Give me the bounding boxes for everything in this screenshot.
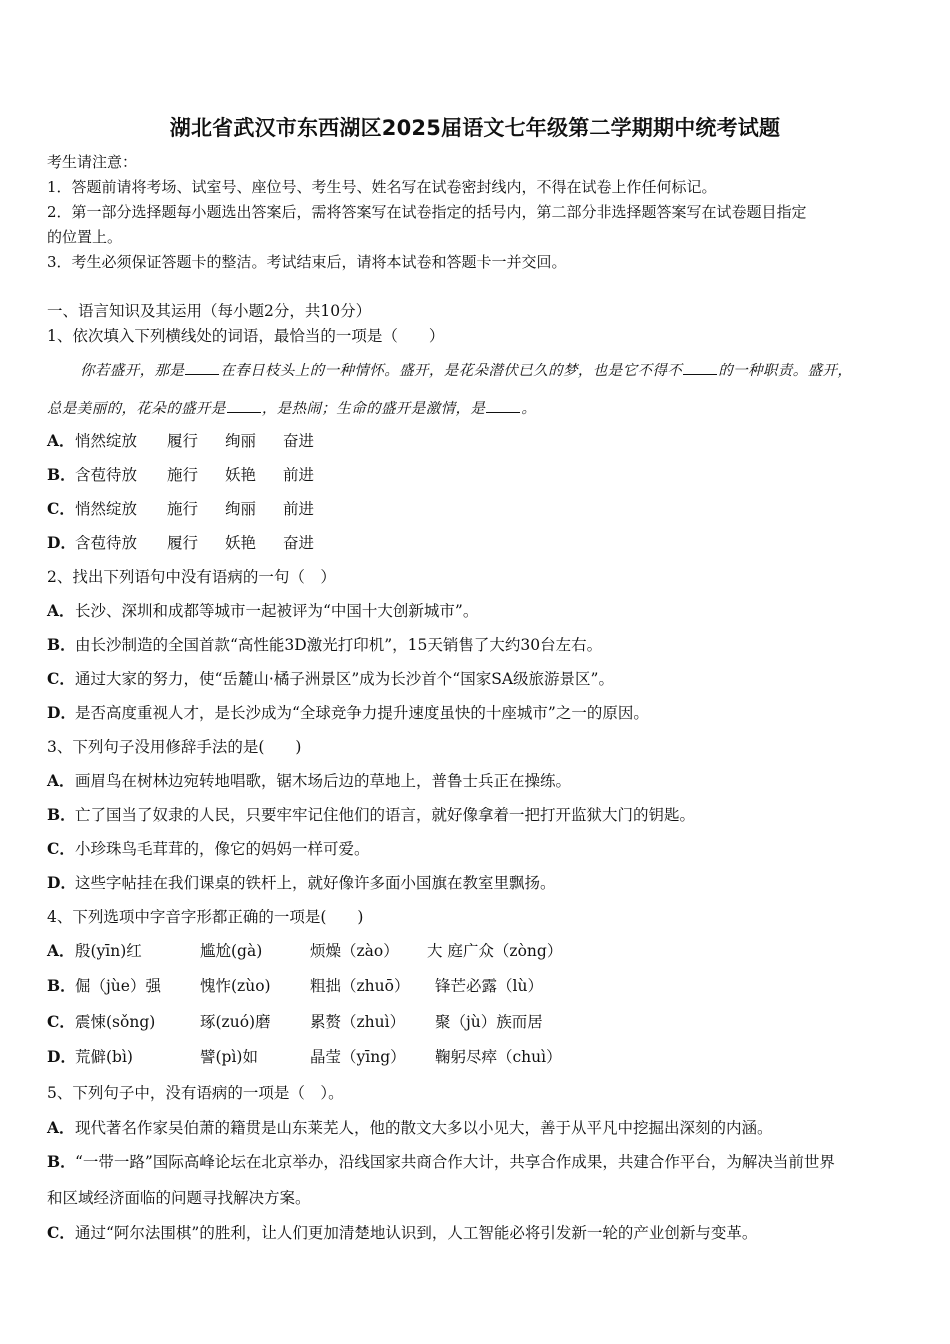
option-word: 奋进 [283, 534, 315, 552]
option-word: 琢(zuó)磨 [200, 1013, 271, 1031]
option-word: 粗拙（zhuō） [310, 977, 410, 995]
option-text: 亡了国当了奴隶的人民，只要牢牢记住他们的语言，就好像拿着一把打开监狱大门的钥匙。 [75, 806, 696, 824]
option-word: 荒僻(bì) [75, 1048, 133, 1066]
option-row[interactable] [47, 1223, 757, 1243]
option-word: 震悚(sǒng) [75, 1013, 156, 1031]
notice-item: 3．考生必须保证答题卡的整洁。考试结束后，请将本试卷和答题卡一并交回。 [47, 253, 567, 271]
fill-blank[interactable] [185, 360, 219, 375]
option-word: 悄然绽放 [75, 500, 138, 518]
option-word: 绚丽 [225, 432, 257, 450]
option-word: 悄然绽放 [75, 432, 138, 450]
question-stem: 2、找出下列语句中没有语病的一句（ ） [47, 568, 336, 586]
option-row[interactable] [47, 635, 602, 655]
option-letter: B． [47, 635, 76, 654]
option-row[interactable] [47, 533, 314, 553]
option-text: 这些字帖挂在我们课桌的铁杆上，就好像许多面小国旗在教室里飘扬。 [75, 874, 556, 892]
option-text: 是否高度重视人才，是长沙成为“全球竞争力提升速度虽快的十座城市”之一的原因。 [75, 704, 649, 722]
option-word: 累赘（zhuì） [310, 1013, 406, 1031]
fill-blank[interactable] [486, 398, 520, 413]
option-text: 小珍珠鸟毛茸茸的，像它的妈妈一样可爱。 [75, 840, 370, 858]
option-text: 画眉鸟在树林边宛转地唱歌，锯木场后边的草地上，普鲁士兵正在操练。 [75, 772, 572, 790]
option-word: 倔（jùe）强 [75, 977, 161, 995]
passage-text: 在春日枝头上的一种情怀。盛开，是花朵潜伏已久的梦，也是它不得不 [220, 363, 683, 379]
option-letter: A． [47, 1118, 75, 1137]
option-word: 愧怍(zùo) [200, 977, 271, 995]
option-word: 尴尬(gà) [200, 942, 263, 960]
option-text: 长沙、深圳和成都等城市一起被评为“中国十大创新城市”。 [75, 602, 479, 620]
passage-text: 的一种职责。盛开， [718, 363, 853, 379]
option-word: 含苞待放 [75, 534, 138, 552]
option-word: 含苞待放 [75, 466, 138, 484]
option-letter: D． [47, 873, 76, 892]
option-word: 妖艳 [225, 466, 257, 484]
option-letter: A． [47, 601, 75, 620]
option-word: 绚丽 [225, 500, 257, 518]
option-word: 锋芒必露（lù） [435, 977, 543, 995]
option-row[interactable] [47, 601, 478, 621]
option-word: 履行 [167, 432, 199, 450]
notice-item: 的位置上。 [47, 228, 123, 246]
notice-item: 1．答题前请将考场、试室号、座位号、考生号、姓名写在试卷密封线内，不得在试卷上作任何标记。 [47, 178, 717, 196]
option-row[interactable] [47, 976, 543, 996]
passage-text: ，是热闹；生命的盛开是激情，是 [261, 401, 486, 417]
passage-line [47, 398, 536, 419]
passage-line [80, 360, 852, 381]
option-letter: A． [47, 941, 75, 960]
question-stem: 3、下列句子没用修辞手法的是( ) [47, 738, 302, 756]
option-letter: D． [47, 533, 76, 552]
question-stem: 5、下列句子中，没有语病的一项是（ ）。 [47, 1084, 344, 1102]
passage-text: 总是美丽的，花朵的盛开是 [47, 401, 226, 417]
option-letter: A． [47, 771, 75, 790]
option-continuation: 和区域经济面临的问题寻找解决方案。 [47, 1189, 311, 1207]
option-word: 殷(yīn)红 [75, 942, 142, 960]
option-word: 譬(pì)如 [200, 1048, 258, 1066]
option-text: 通过大家的努力，使“岳麓山·橘子洲景区”成为长沙首个“国家SA级旅游景区”。 [75, 670, 614, 688]
option-row[interactable] [47, 941, 562, 961]
question-stem: 4、下列选项中字音字形都正确的一项是( ) [47, 908, 364, 926]
option-word: 履行 [167, 534, 199, 552]
option-letter: C． [47, 499, 75, 518]
fill-blank[interactable] [227, 398, 261, 413]
option-word: 烦燥（zào） [310, 942, 399, 960]
option-text: “一带一路”国际高峰论坛在北京举办，沿线国家共商合作大计，共享合作成果，共建合作平台，为解决当前世界 [75, 1153, 835, 1171]
option-letter: C． [47, 839, 75, 858]
option-word: 妖艳 [225, 534, 257, 552]
option-word: 前进 [283, 466, 315, 484]
option-word: 施行 [167, 466, 199, 484]
option-row[interactable] [47, 1047, 562, 1067]
option-row[interactable] [47, 499, 314, 519]
option-letter: B． [47, 1152, 76, 1171]
notice-item: 2．第一部分选择题每小题选出答案后，需将答案写在试卷指定的括号内，第二部分非选择题答案写在试卷题目指定 [47, 203, 807, 221]
option-text: 通过“阿尔法围棋”的胜利，让人们更加清楚地认识到，人工智能必将引发新一轮的产业创新与变革。 [75, 1224, 758, 1242]
option-row[interactable] [47, 1152, 835, 1172]
passage-text: 你若盛开，那是 [80, 363, 185, 379]
option-word: 鞠躬尽瘁（chuì） [435, 1048, 562, 1066]
option-letter: B． [47, 976, 76, 995]
option-text: 由长沙制造的全国首款“高性能3D激光打印机”，15天销售了大约30台左右。 [75, 636, 603, 654]
question-stem: 1、依次填入下列横线处的词语，最恰当的一项是（ ） [47, 327, 445, 345]
option-word: 前进 [283, 500, 315, 518]
option-letter: B． [47, 465, 76, 484]
option-letter: C． [47, 669, 75, 688]
option-word: 聚（jù）族而居 [435, 1013, 543, 1031]
option-row[interactable] [47, 805, 695, 825]
option-letter: B． [47, 805, 76, 824]
option-word: 施行 [167, 500, 199, 518]
passage-text: 。 [521, 401, 537, 417]
option-row[interactable] [47, 1012, 543, 1032]
option-row[interactable] [47, 669, 614, 689]
option-row[interactable] [47, 431, 314, 451]
section-heading: 一、语言知识及其运用（每小题2分，共10分） [47, 302, 372, 320]
page-title: 湖北省武汉市东西湖区2025届语文七年级第二学期期中统考试题 [169, 116, 781, 140]
option-word: 大 庭广众（zòng） [427, 942, 563, 960]
option-letter: C． [47, 1012, 75, 1031]
option-row[interactable] [47, 839, 370, 859]
notice-heading: 考生请注意： [47, 153, 138, 171]
option-row[interactable] [47, 703, 649, 723]
option-row[interactable] [47, 465, 314, 485]
option-row[interactable] [47, 1118, 773, 1138]
option-word: 奋进 [283, 432, 315, 450]
option-letter: A． [47, 431, 75, 450]
option-row[interactable] [47, 873, 556, 893]
option-letter: C． [47, 1223, 75, 1242]
option-row[interactable] [47, 771, 571, 791]
option-letter: D． [47, 1047, 76, 1066]
option-word: 晶莹（yīng） [310, 1048, 406, 1066]
option-letter: D． [47, 703, 76, 722]
option-text: 现代著名作家吴伯萧的籍贯是山东莱芜人，他的散文大多以小见大，善于从平凡中挖掘出深刻的内涵。 [75, 1119, 773, 1137]
fill-blank[interactable] [683, 360, 717, 375]
